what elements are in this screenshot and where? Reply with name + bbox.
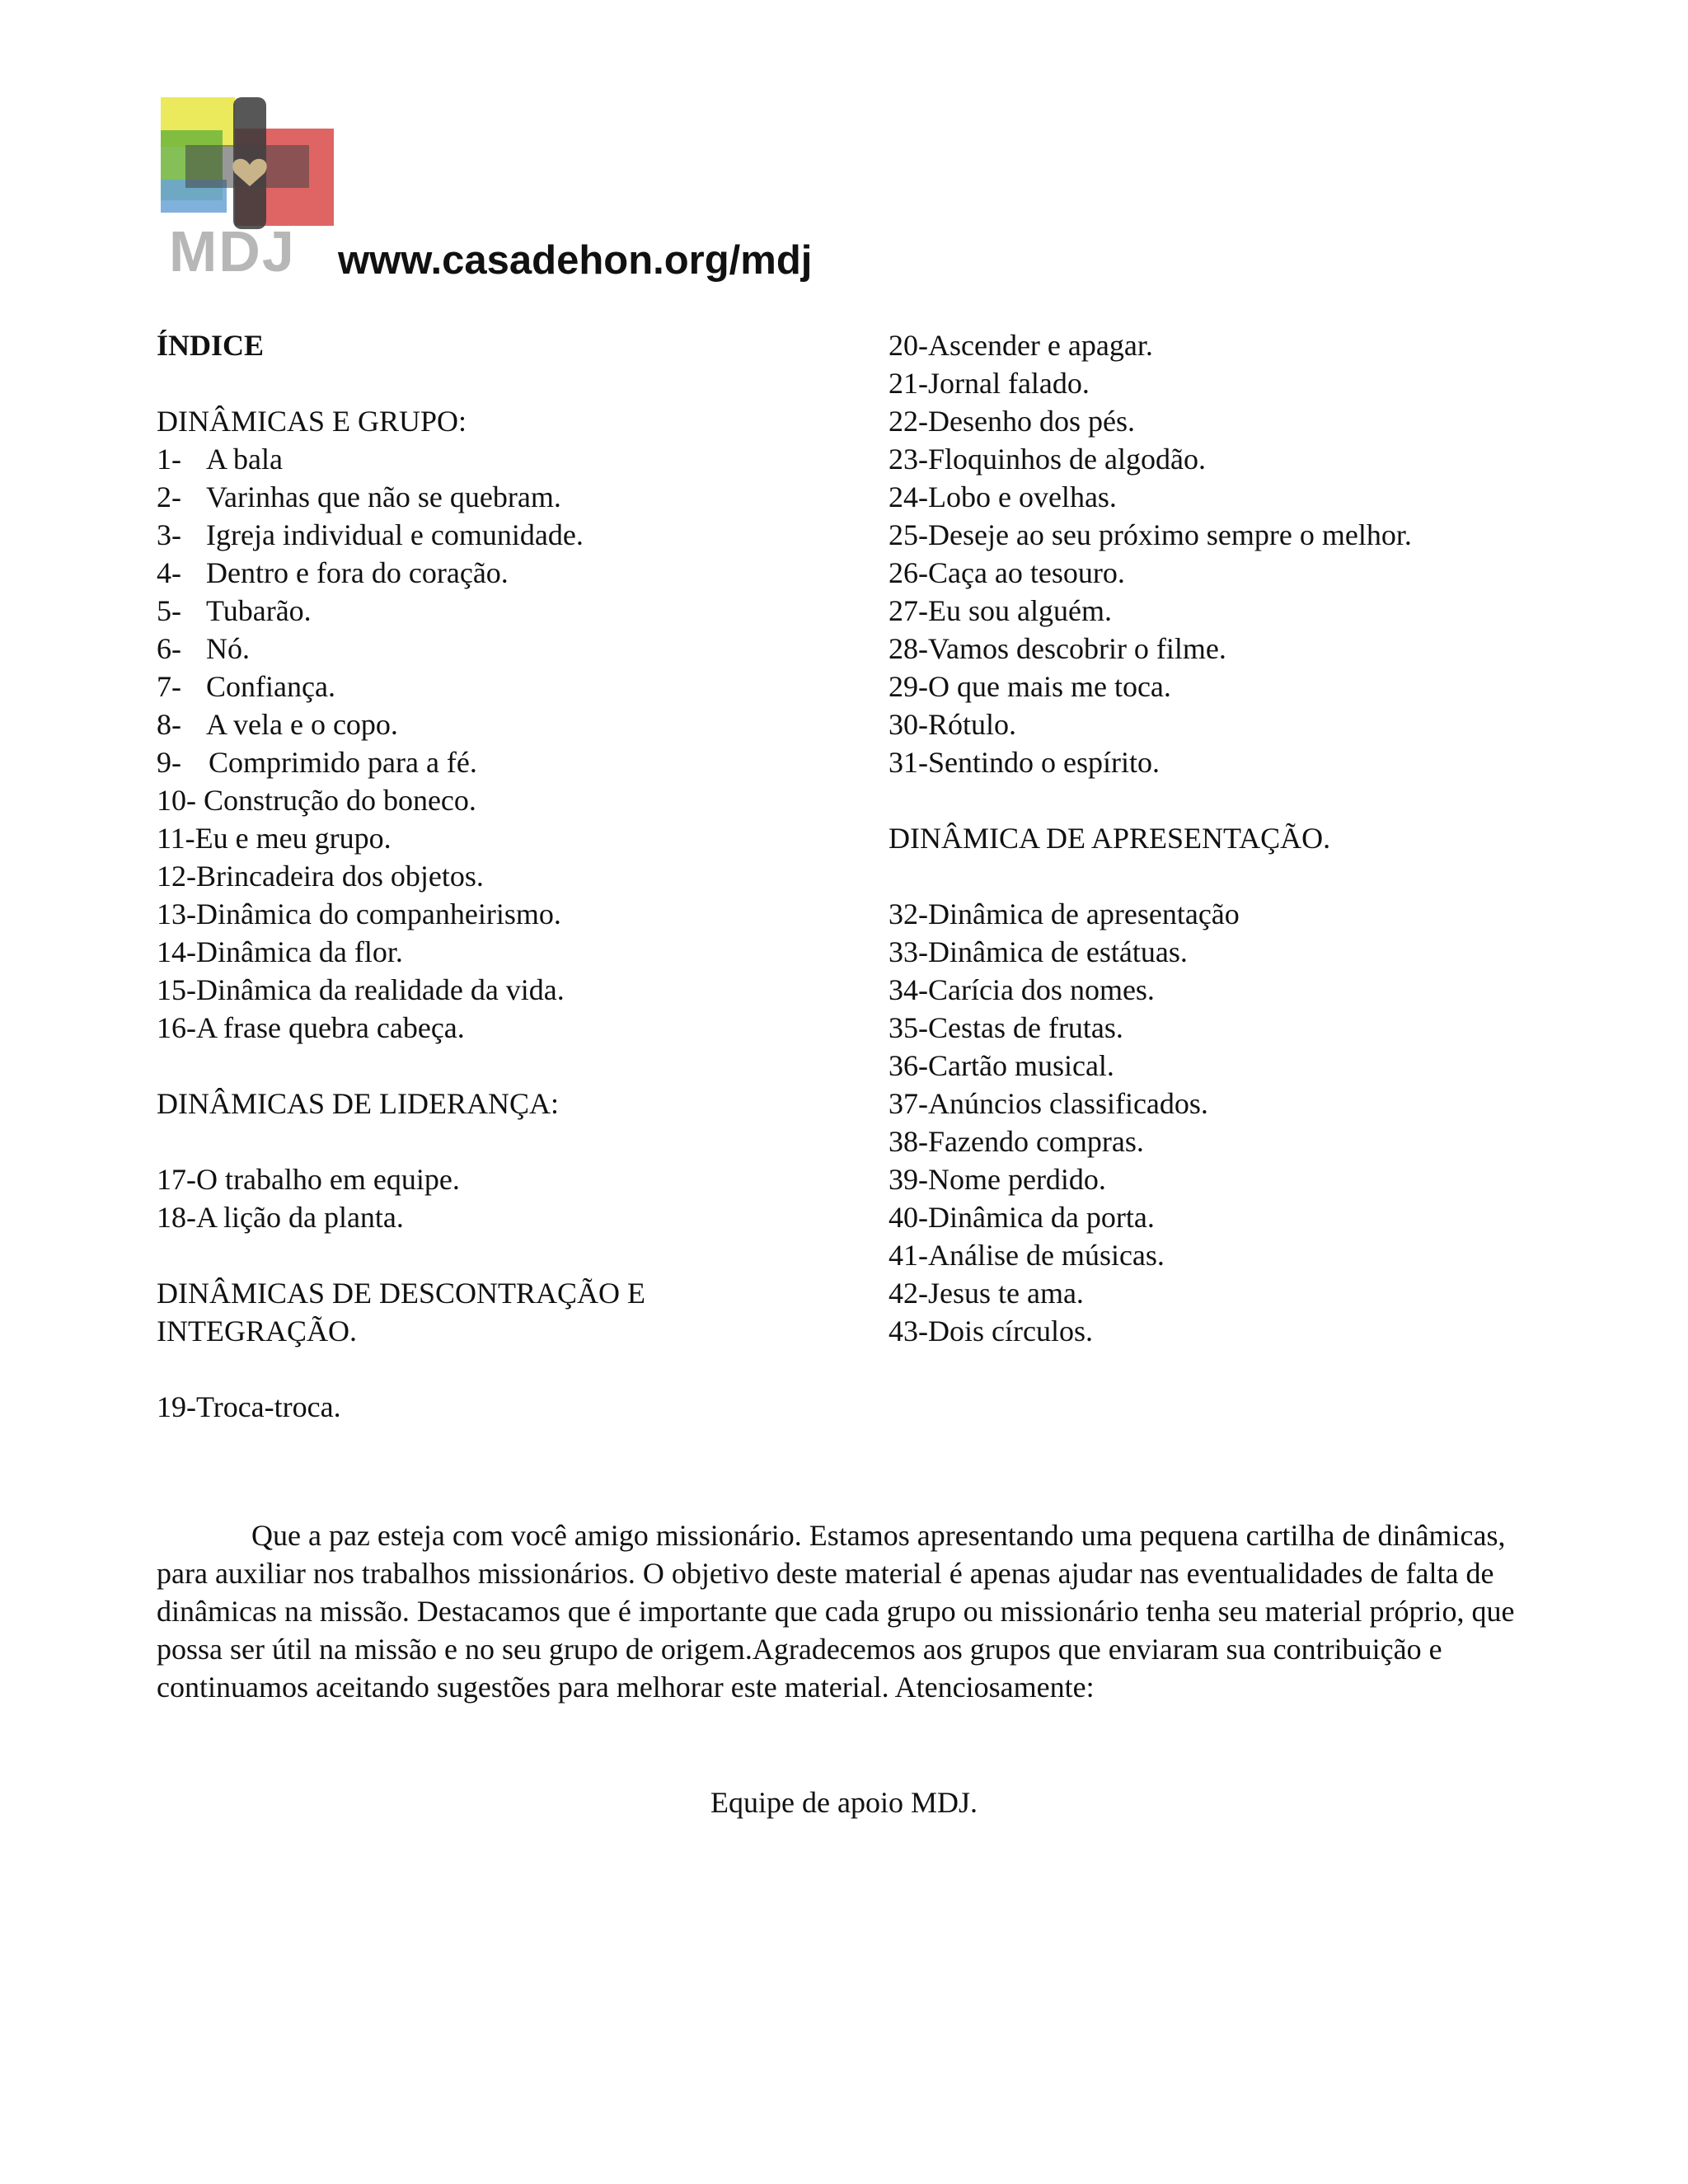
toc-item-26[interactable]: 26-Caça ao tesouro. — [889, 556, 1125, 589]
toc-item-30[interactable]: 30-Rótulo. — [889, 708, 1017, 741]
toc-item-12[interactable]: 12-Brincadeira dos objetos. — [157, 860, 484, 893]
toc-item-22[interactable]: 22-Desenho dos pés. — [889, 405, 1135, 438]
toc-item-17[interactable]: 17-O trabalho em equipe. — [157, 1163, 460, 1196]
toc-item-number: 9- — [157, 746, 181, 779]
toc-title: ÍNDICE — [157, 329, 265, 362]
section-heading-relax: DINÂMICAS DE DESCONTRAÇÃO E — [157, 1277, 646, 1310]
toc-item-label: Igreja individual e comunidade. — [206, 518, 584, 551]
toc-item-14[interactable]: 14-Dinâmica da flor. — [157, 935, 403, 968]
toc-item-3[interactable] — [157, 516, 865, 554]
toc-item-label: Nó. — [206, 632, 250, 665]
toc-item-label: A vela e o copo. — [206, 708, 398, 741]
toc-item-2[interactable] — [157, 478, 865, 516]
toc-item-10[interactable]: 10- Construção do boneco. — [157, 784, 476, 817]
toc-item-number: 2- — [157, 480, 181, 513]
toc-item-4[interactable] — [157, 554, 865, 592]
toc-item-18[interactable]: 18-A lição da planta. — [157, 1201, 404, 1234]
logo-text: MDJ — [169, 219, 296, 284]
toc-item-19[interactable]: 19-Troca-troca. — [157, 1390, 341, 1423]
toc-item-33[interactable]: 33-Dinâmica de estátuas. — [889, 935, 1188, 968]
toc-item-9[interactable] — [157, 743, 865, 781]
toc-item-11[interactable]: 11-Eu e meu grupo. — [157, 822, 392, 855]
toc-item-label: Comprimido para a fé. — [209, 746, 477, 779]
toc-left-column — [157, 326, 865, 1426]
toc-item-38[interactable]: 38-Fazendo compras. — [889, 1125, 1144, 1158]
toc-item-34[interactable]: 34-Carícia dos nomes. — [889, 973, 1155, 1006]
toc-item-number: 3- — [157, 518, 181, 551]
toc-item-32[interactable]: 32-Dinâmica de apresentação — [889, 898, 1240, 930]
toc-item-28[interactable]: 28-Vamos descobrir o filme. — [889, 632, 1226, 665]
toc-item-24[interactable]: 24-Lobo e ovelhas. — [889, 480, 1117, 513]
toc-item-8[interactable] — [157, 705, 865, 743]
toc-item-number: 6- — [157, 632, 181, 665]
toc-item-25[interactable]: 25-Deseje ao seu próximo sempre o melhor. — [889, 518, 1412, 551]
section-heading-leadership: DINÂMICAS DE LIDERANÇA: — [157, 1087, 559, 1120]
section-heading-relax-cont: INTEGRAÇÃO. — [157, 1315, 357, 1347]
toc-item-label: Confiança. — [206, 670, 335, 703]
toc-item-21[interactable]: 21-Jornal falado. — [889, 367, 1090, 400]
toc-item-40[interactable]: 40-Dinâmica da porta. — [889, 1201, 1155, 1234]
mdj-cross-icon — [161, 97, 338, 229]
toc-item-label: Dentro e fora do coração. — [206, 556, 509, 589]
signature: Equipe de apoio MDJ. — [710, 1786, 978, 1819]
toc-item-number: 7- — [157, 670, 181, 703]
toc-item-13[interactable]: 13-Dinâmica do companheirismo. — [157, 898, 561, 930]
toc-item-7[interactable] — [157, 668, 865, 705]
toc-item-23[interactable]: 23-Floquinhos de algodão. — [889, 443, 1206, 476]
toc-item-number: 8- — [157, 708, 181, 741]
toc-item-1[interactable] — [157, 440, 865, 478]
toc-item-number: 1- — [157, 443, 181, 476]
toc-item-42[interactable]: 42-Jesus te ama. — [889, 1277, 1084, 1310]
site-url-link[interactable]: www.casadehon.org/mdj — [338, 238, 813, 283]
toc-item-5[interactable] — [157, 592, 865, 630]
toc-item-27[interactable]: 27-Eu sou alguém. — [889, 594, 1112, 627]
toc-item-39[interactable]: 39-Nome perdido. — [889, 1163, 1106, 1196]
intro-paragraph — [157, 1516, 1541, 1706]
toc-item-43[interactable]: 43-Dois círculos. — [889, 1315, 1093, 1347]
toc-item-number: 5- — [157, 594, 181, 627]
toc-item-6[interactable] — [157, 630, 865, 668]
toc-item-label: Tubarão. — [206, 594, 312, 627]
toc-item-16[interactable]: 16-A frase quebra cabeça. — [157, 1011, 465, 1044]
toc-item-number: 4- — [157, 556, 181, 589]
toc-item-label: A bala — [206, 443, 283, 476]
toc-item-36[interactable]: 36-Cartão musical. — [889, 1049, 1114, 1082]
intro-text: Que a paz esteja com você amigo missionário. Estamos apresentando uma pequena cartilha de dinâmicas, para auxiliar nos trabalhos missionários. O objetivo deste material é apenas ajudar nas eventualidades de falta de dinâmicas na missão. Destacamos que é importante que cada grupo ou missionário tenha seu material próprio, que possa ser útil na missão e no seu grupo de origem.Agradecemos aos grupos que enviaram sua contribuição e continuamos aceitando sugestões para melhorar este material. Atenciosamente: — [157, 1519, 1515, 1704]
toc-item-15[interactable]: 15-Dinâmica da realidade da vida. — [157, 973, 565, 1006]
toc-right-column — [889, 326, 1630, 1350]
section-heading-presentation: DINÂMICA DE APRESENTAÇÃO. — [889, 822, 1331, 855]
toc-item-35[interactable]: 35-Cestas de frutas. — [889, 1011, 1123, 1044]
toc-item-41[interactable]: 41-Análise de músicas. — [889, 1239, 1165, 1272]
toc-item-label: Varinhas que não se quebram. — [206, 480, 561, 513]
toc-item-29[interactable]: 29-O que mais me toca. — [889, 670, 1171, 703]
mdj-logo — [161, 97, 338, 284]
toc-item-31[interactable]: 31-Sentindo o espírito. — [889, 746, 1160, 779]
toc-item-37[interactable]: 37-Anúncios classificados. — [889, 1087, 1208, 1120]
toc-item-20[interactable]: 20-Ascender e apagar. — [889, 329, 1153, 362]
section-heading-group: DINÂMICAS E GRUPO: — [157, 405, 467, 438]
